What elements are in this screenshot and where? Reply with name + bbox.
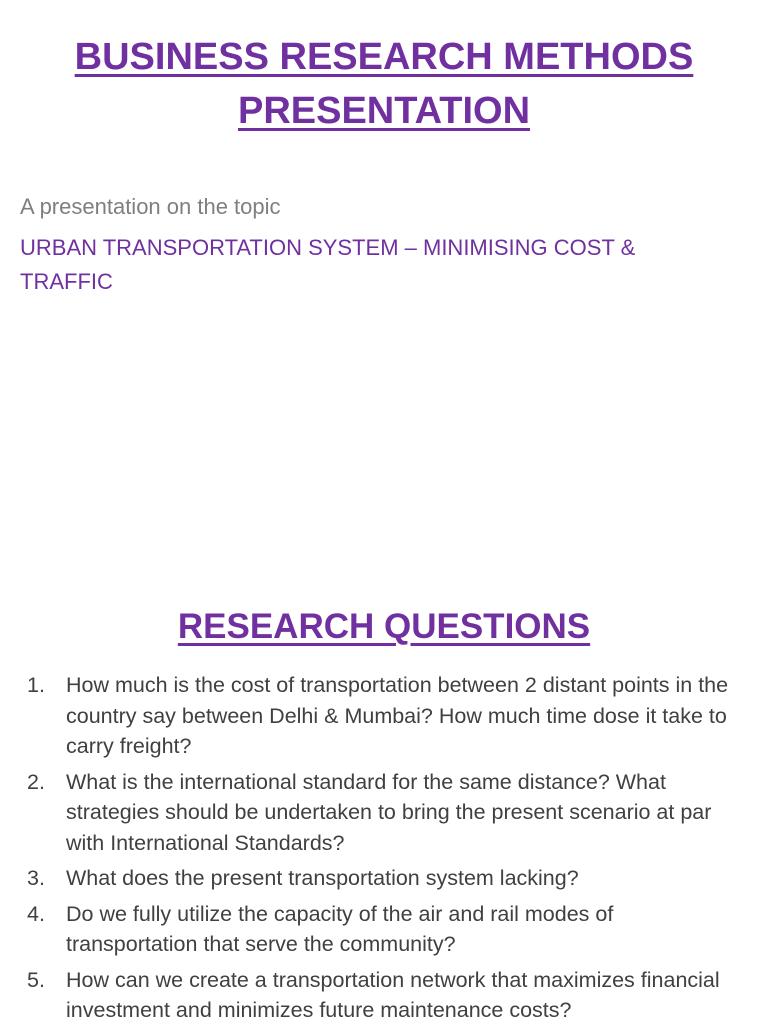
list-item <box>0 899 768 960</box>
list-item <box>0 863 768 894</box>
list-number: 3. <box>27 866 45 890</box>
intro-text: A presentation on the topic <box>20 194 281 219</box>
list-number: 1. <box>27 673 45 697</box>
list-item <box>0 767 768 859</box>
list-item <box>0 965 768 1026</box>
topic-line-2: TRAFFIC <box>20 269 113 294</box>
list-item <box>0 670 768 762</box>
list-number: 4. <box>27 901 45 926</box>
list-text: What does the present transportation system lacking? <box>66 866 579 890</box>
title-line-1: BUSINESS RESEARCH METHODS <box>74 36 694 78</box>
questions-list <box>0 670 768 1031</box>
list-number: 5. <box>27 967 45 992</box>
list-text: How can we create a transportation network that maximizes financial investment and minimizes future maintenance costs? <box>66 967 720 1022</box>
list-text: How much is the cost of transportation between 2 distant points in the country say between Delhi & Mumbai? How much time dose it take to carry freight? <box>66 673 729 758</box>
list-number: 2. <box>27 769 45 794</box>
topic-text <box>20 231 720 299</box>
presentation-title <box>0 0 768 138</box>
list-text: What is the international standard for the same distance? What strategies should be undertaken to bring the present scenario at par with International Standards? <box>66 769 712 855</box>
research-questions-slide <box>0 590 768 1024</box>
title-line-2: PRESENTATION <box>237 90 531 132</box>
list-text: Do we fully utilize the capacity of the air and rail modes of transportation that serve the community? <box>66 901 614 956</box>
topic-line-1: URBAN TRANSPORTATION SYSTEM – MINIMISING COST & <box>20 235 636 260</box>
slide-title: RESEARCH QUESTIONS <box>177 607 591 646</box>
